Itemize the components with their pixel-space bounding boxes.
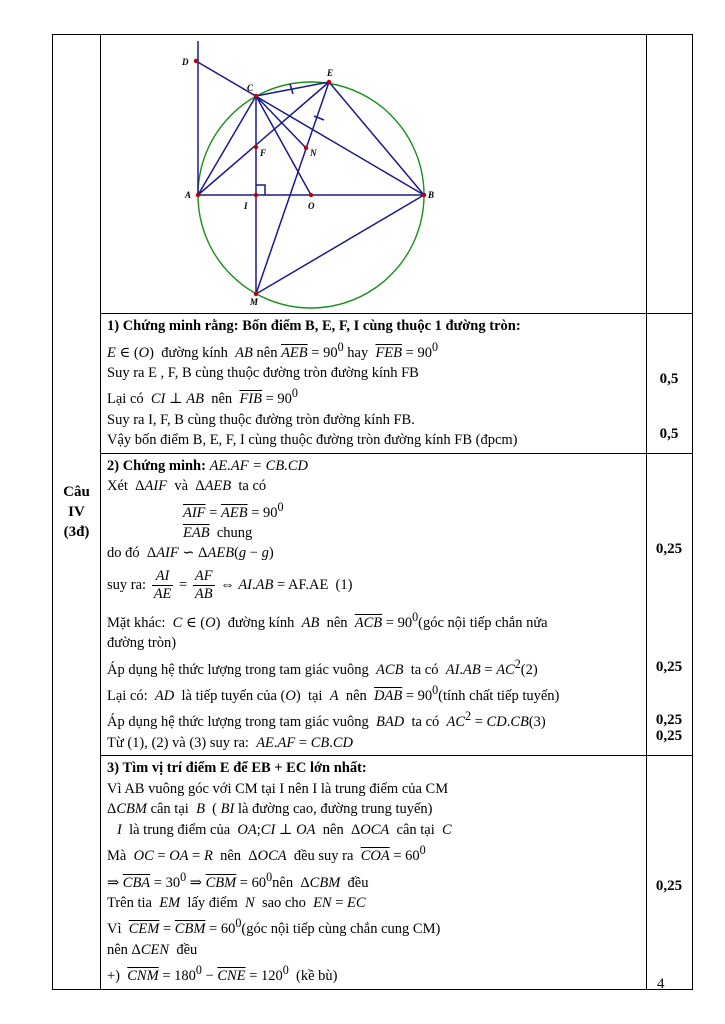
part2-heading: 2) Chứng minh:	[107, 457, 206, 474]
label-e: E	[327, 68, 334, 78]
part2-score-4: 0,25	[655, 727, 683, 744]
part3-heading: 3) Tìm vị trí điểm E để EB + EC lớn nhất:	[107, 760, 367, 777]
part2-line-11: Từ (1), (2) và (3) suy ra: AE.AF = CB.CD	[107, 734, 353, 751]
part2-score-3: 0,25	[655, 711, 683, 728]
part3-line-9: +) $\overline{CNM} = 180^0 - \overline{CNE} = 120^0$ (kề bù)	[107, 963, 338, 985]
solution-table	[52, 34, 693, 990]
fraction-af-ab: $\frac{AF}{AB}$	[194, 567, 213, 602]
part3-line-7: Vì $\overline{CEM} = \overline{CBM}$ = $60^0(góc$ nội tiếp cùng chắn cung CM)	[107, 916, 441, 938]
point-f	[254, 145, 258, 149]
fraction-ai-ae: $\frac{AI}{AE}$	[153, 567, 172, 602]
part2-heading-row	[107, 456, 642, 477]
point-e	[327, 80, 331, 84]
part2-cell	[101, 453, 647, 756]
part1-line-3: Lại có CI ⊥ AB nên $\overline{FIB} = 90^0$	[107, 386, 298, 408]
question-label-cau: Câu	[63, 483, 90, 500]
part3-score-cell	[647, 756, 693, 989]
question-label-points: (3đ)	[63, 523, 90, 540]
figure-cell	[101, 35, 647, 314]
label-o: O	[308, 201, 315, 211]
segment-ac	[198, 96, 256, 195]
segment-mb	[256, 195, 424, 294]
part1-score-1: 0,5	[659, 371, 679, 387]
part2-score-2: 0,25	[655, 658, 683, 675]
page-number: 4	[657, 976, 665, 992]
question-label-cell	[53, 35, 101, 990]
label-b: B	[428, 190, 435, 200]
point-a	[196, 193, 200, 197]
part2-line-1: Xét ΔAIF và ΔAEB ta có	[107, 478, 267, 495]
figure-score-cell	[647, 35, 693, 314]
label-f: F	[260, 148, 267, 158]
part1-line-4: Suy ra I, F, B cùng thuộc đường tròn đường kính FB.	[107, 411, 415, 428]
part1-heading: 1) Chứng minh rằng: Bốn điểm B, E, F, I cùng thuộc 1 đường tròn:	[107, 318, 521, 334]
part2-line-3: $\overline{EAB}$ chung	[183, 524, 253, 541]
part2-suy-ra: suy ra:	[107, 576, 147, 593]
part2-line-5: suy ra: $\frac{AI}{AE}$ = $\frac{AF}{AB}$ ⇔ AI.AB = AF.AE (1)	[107, 567, 353, 602]
label-d: D	[182, 57, 189, 67]
label-a: A	[185, 190, 192, 200]
part1-score-cell	[647, 314, 693, 454]
part2-line-8: Áp dụng hệ thức lượng trong tam giác vuông ACB ta có $AI.AB = AC^2(2)$	[107, 656, 538, 678]
point-d	[194, 59, 198, 63]
part3-line-5: ⇒ $\overline{CBA} = 30^0$ ⇒ $\overline{CBM}$ = $60^0nên$ ΔCBM đều	[107, 869, 369, 891]
segment-eb	[329, 82, 424, 195]
part1-score-2: 0,5	[659, 426, 679, 442]
point-m	[254, 292, 258, 296]
point-c	[254, 94, 258, 98]
point-o	[309, 193, 313, 197]
label-m: M	[250, 297, 259, 307]
point-b	[422, 193, 426, 197]
part2-line-10: Áp dụng hệ thức lượng trong tam giác vuông BAD ta có $AC^2 = CD.CB(3)$	[107, 709, 546, 731]
part2-heading-math: AE.AF = CB.CD	[209, 457, 308, 474]
label-n: N	[310, 148, 317, 158]
part1-cell	[101, 314, 647, 454]
part1-line-1: E ∈ (O) đường kính AB nên $\overline{AEB} = 90^0$ hay $\overline{FEB} = 90^0$	[107, 339, 439, 361]
part1-line-2: Suy ra E , F, B cùng thuộc đường tròn đường kính FB	[107, 364, 419, 381]
part3-line-2: ΔCBM cân tại B ( BI là đường cao, đường trung tuyến)	[107, 801, 433, 818]
part3-cell	[101, 756, 647, 989]
part2-score-cell	[647, 453, 693, 756]
point-i	[254, 193, 258, 197]
label-c: C	[247, 83, 254, 93]
part3-line-8: nên ΔCEN đều	[107, 941, 198, 958]
figure-lines	[196, 41, 424, 294]
part2-line-9: Lại có: AD là tiếp tuyến của (O) tại A nên $\overline{DAB}$ = $90^0(tính$ chất tiếp tuyến)	[107, 683, 560, 704]
label-i: I	[244, 201, 248, 211]
segment-db	[196, 61, 424, 195]
part2-score-1: 0,25	[655, 540, 683, 557]
geometry-figure	[101, 35, 647, 313]
part2-line-2: $\overline{AIF} = \overline{AEB} = 90^0$	[183, 499, 284, 521]
part3-line-3: I là trung điểm của OA;CI ⊥ OA nên ΔOCA cân tại C	[117, 821, 452, 838]
part3-line-1: Vì AB vuông góc với CM tại I nên I là trung điểm của CM	[107, 780, 449, 797]
part2-line-4: do đó ΔAIF ∽ ΔAEB(g − g)	[107, 545, 274, 562]
part1-line-5: Vậy bốn điểm B, E, F, I cùng thuộc đường tròn đường kính FB (đpcm)	[107, 432, 518, 449]
figure-points	[194, 59, 426, 296]
part3-line-6: Trên tia EM lấy điểm N sao cho EN = EC	[107, 894, 366, 911]
question-label-number: IV	[68, 503, 85, 520]
part3-score-1: 0,25	[655, 878, 683, 895]
part3-line-4: Mà OC = OA = R nên ΔOCA đều suy ra $\overline{COA} = 60^0$	[107, 843, 426, 865]
part2-line-6: Mặt khác: C ∈ (O) đường kính AB nên $\overline{ACB}$ = $90^0(góc$ nội tiếp chắn nửa	[107, 609, 548, 631]
point-n	[304, 146, 308, 150]
part2-line-7: đường tròn)	[107, 635, 177, 652]
